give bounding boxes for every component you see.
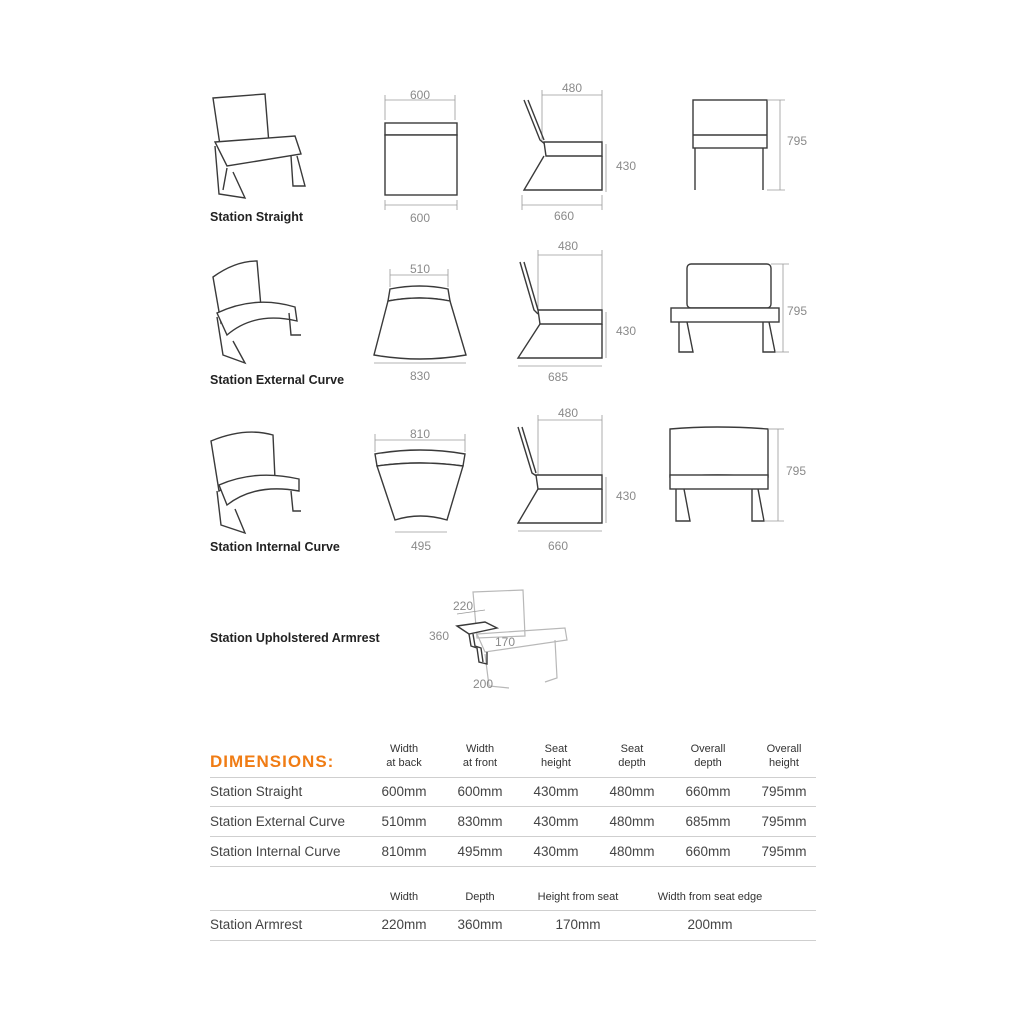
svg-text:685: 685 [547, 370, 569, 384]
col-header: Width from seat edge [657, 891, 763, 903]
svg-text:795: 795 [787, 304, 808, 318]
svg-text:430: 430 [616, 489, 637, 503]
external-curve-chair-perspective [205, 255, 315, 375]
straight-side-view [510, 80, 650, 223]
product-label: Station Internal Curve [210, 540, 340, 554]
dim-label: 600 [409, 211, 431, 225]
table-rule [210, 777, 816, 778]
svg-text:795: 795 [786, 464, 807, 478]
table-rule [210, 806, 816, 807]
svg-text:495: 495 [410, 539, 432, 553]
svg-text:510: 510 [409, 262, 431, 276]
table-rule [210, 836, 816, 837]
svg-text:200: 200 [473, 677, 494, 691]
svg-text:430: 430 [616, 159, 637, 173]
row-name: Station Internal Curve [210, 844, 341, 859]
dimensions-title: DIMENSIONS: [210, 752, 335, 771]
row-name: Station Armrest [210, 917, 303, 932]
svg-text:480: 480 [557, 406, 579, 420]
straight-top-view [375, 85, 485, 225]
col-header: Width at front [462, 743, 498, 769]
dim-label: 600 [409, 88, 431, 102]
straight-chair-perspective [205, 90, 315, 210]
svg-text:220: 220 [453, 599, 474, 613]
external-curve-side-view [510, 239, 650, 384]
internal-curve-side-view [510, 405, 650, 553]
table-rule [210, 940, 816, 941]
row-name: Station Straight [210, 784, 303, 799]
col-header: Seat height [541, 743, 571, 769]
svg-text:480: 480 [557, 239, 579, 253]
row-name: Station External Curve [210, 814, 346, 829]
internal-curve-top-view [365, 420, 485, 560]
svg-text:830: 830 [409, 369, 431, 383]
product-label: Station Straight [210, 210, 304, 224]
internal-curve-chair-perspective [205, 425, 315, 545]
svg-text:795: 795 [787, 134, 808, 148]
external-curve-front-view [665, 260, 808, 370]
product-label: Station Upholstered Armrest [210, 631, 380, 645]
svg-text:170: 170 [495, 635, 516, 649]
svg-text:660: 660 [553, 209, 575, 223]
col-header: Overall height [766, 743, 802, 769]
table-rule [210, 910, 816, 911]
svg-text:360: 360 [429, 629, 450, 643]
col-header: Height from seat [537, 891, 619, 903]
col-header: Width [389, 891, 419, 903]
armrest-diagram [425, 588, 595, 698]
external-curve-top-view [370, 255, 490, 395]
col-header: Width at back [386, 743, 422, 769]
internal-curve-front-view [660, 425, 807, 535]
product-label: Station External Curve [210, 373, 345, 387]
table-rule [210, 866, 816, 867]
col-header: Overall depth [690, 743, 726, 769]
svg-text:430: 430 [616, 324, 637, 338]
col-header: Seat depth [618, 743, 646, 769]
svg-text:660: 660 [547, 539, 569, 553]
svg-text:480: 480 [561, 81, 583, 95]
col-header: Depth [465, 891, 495, 903]
straight-front-view [685, 95, 825, 205]
svg-text:810: 810 [409, 427, 431, 441]
